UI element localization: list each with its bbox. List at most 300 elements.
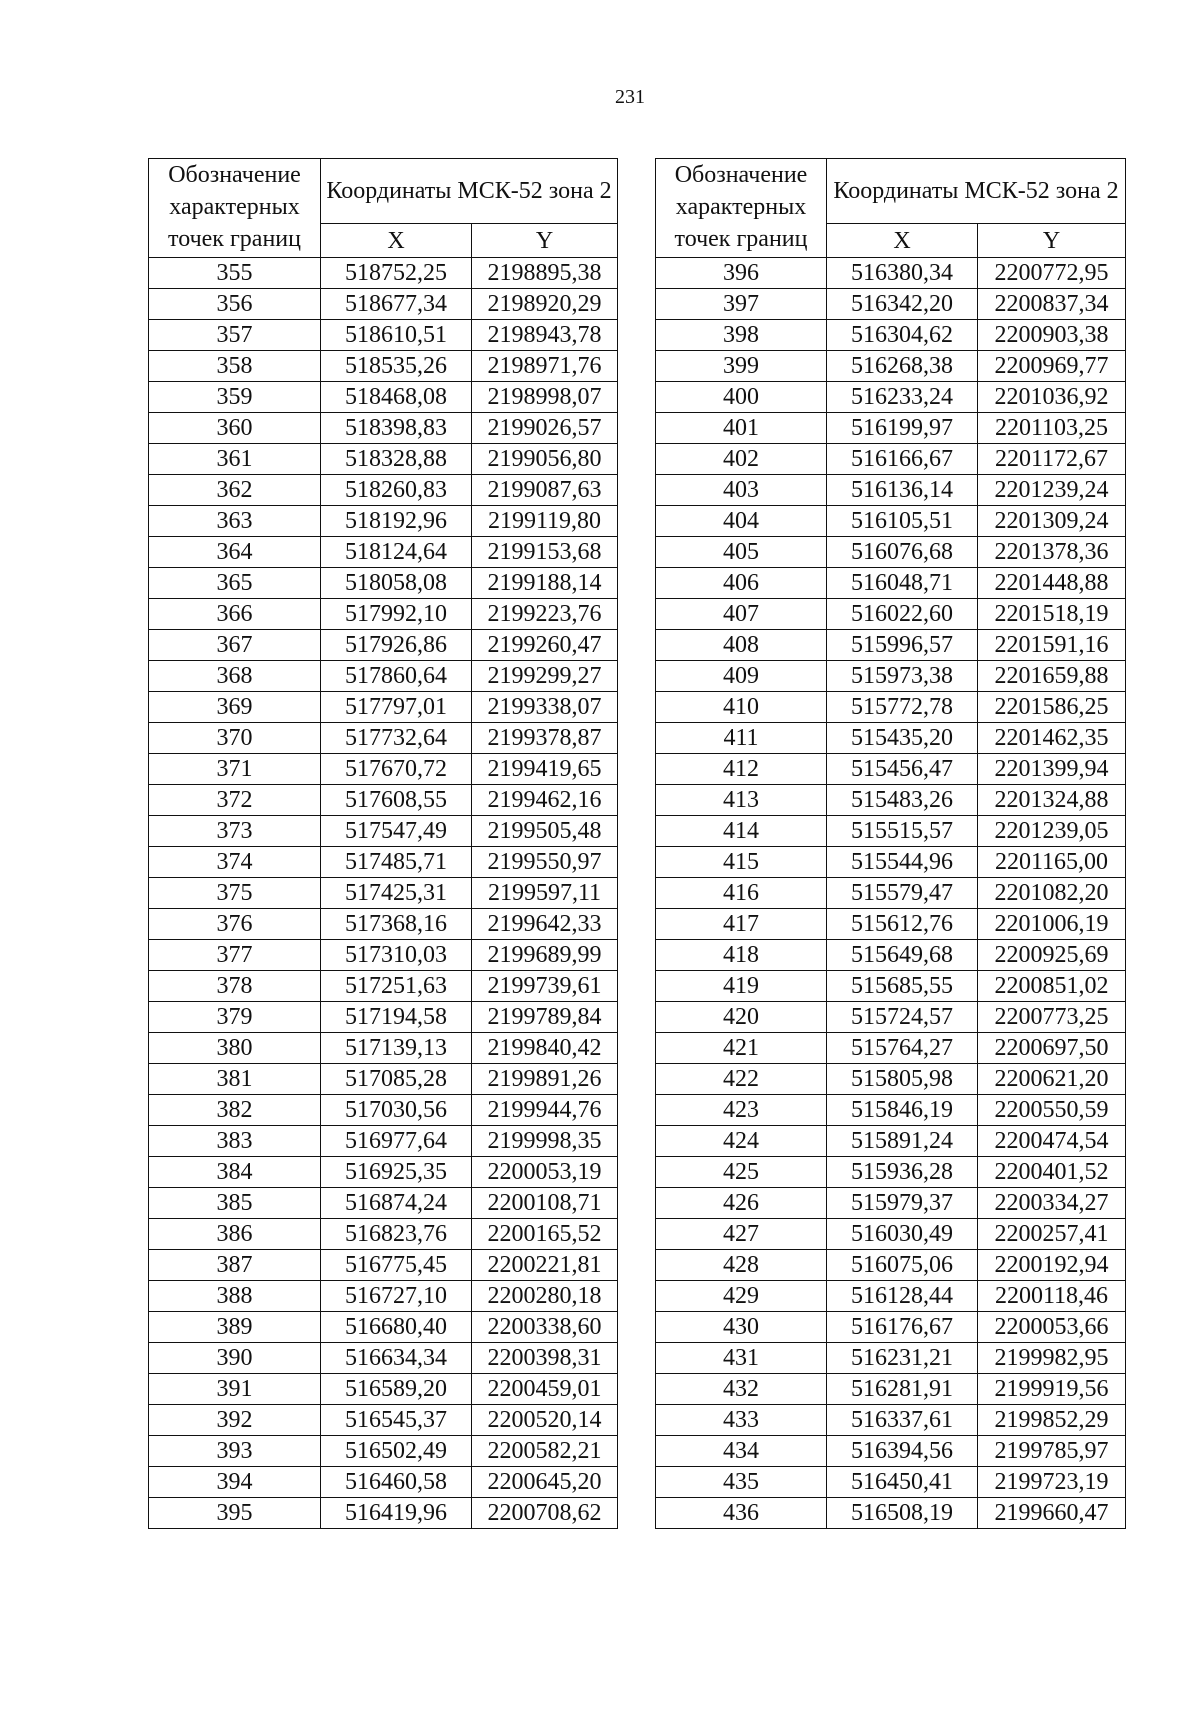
- y-coordinate-cell: 2200398,31: [472, 1343, 618, 1374]
- table-row: [149, 1436, 618, 1467]
- table-row: [149, 506, 618, 537]
- table-row: [656, 289, 1126, 320]
- y-coordinate-cell: 2199982,95: [978, 1343, 1126, 1374]
- x-coordinate-cell: 516030,49: [827, 1219, 978, 1250]
- x-coordinate-cell: 517732,64: [321, 723, 472, 754]
- y-coordinate-cell: 2200708,62: [472, 1498, 618, 1529]
- point-number-cell: 429: [656, 1281, 827, 1312]
- y-coordinate-cell: 2201239,24: [978, 475, 1126, 506]
- y-coordinate-cell: 2199723,19: [978, 1467, 1126, 1498]
- table-row: [149, 816, 618, 847]
- table-row: [656, 351, 1126, 382]
- y-coordinate-cell: 2201036,92: [978, 382, 1126, 413]
- y-coordinate-cell: 2201309,24: [978, 506, 1126, 537]
- table-row: [149, 723, 618, 754]
- y-coordinate-cell: 2199840,42: [472, 1033, 618, 1064]
- point-number-cell: 421: [656, 1033, 827, 1064]
- y-coordinate-cell: 2199505,48: [472, 816, 618, 847]
- y-coordinate-cell: 2200053,66: [978, 1312, 1126, 1343]
- x-coordinate-cell: 517139,13: [321, 1033, 472, 1064]
- x-coordinate-cell: 516589,20: [321, 1374, 472, 1405]
- table-row: [149, 1126, 618, 1157]
- x-coordinate-cell: 516105,51: [827, 506, 978, 537]
- point-number-cell: 400: [656, 382, 827, 413]
- y-coordinate-cell: 2199056,80: [472, 444, 618, 475]
- x-coordinate-cell: 516199,97: [827, 413, 978, 444]
- y-coordinate-cell: 2201518,19: [978, 599, 1126, 630]
- y-coordinate-cell: 2200165,52: [472, 1219, 618, 1250]
- point-number-cell: 434: [656, 1436, 827, 1467]
- y-coordinate-cell: 2201399,94: [978, 754, 1126, 785]
- x-coordinate-cell: 516545,37: [321, 1405, 472, 1436]
- point-number-cell: 401: [656, 413, 827, 444]
- table-row: [149, 258, 618, 289]
- x-coordinate-cell: 517485,71: [321, 847, 472, 878]
- point-number-cell: 355: [149, 258, 321, 289]
- table-row: [656, 1374, 1126, 1405]
- x-coordinate-cell: 515579,47: [827, 878, 978, 909]
- point-number-cell: 417: [656, 909, 827, 940]
- y-coordinate-cell: 2201591,16: [978, 630, 1126, 661]
- table-row: [149, 1002, 618, 1033]
- table-row: [656, 413, 1126, 444]
- y-coordinate-cell: 2200697,50: [978, 1033, 1126, 1064]
- table-row: [656, 909, 1126, 940]
- point-number-cell: 369: [149, 692, 321, 723]
- table-body: [149, 258, 618, 1529]
- table-row: [656, 1064, 1126, 1095]
- point-number-cell: 409: [656, 661, 827, 692]
- x-coordinate-cell: 518610,51: [321, 320, 472, 351]
- table-row: [656, 1126, 1126, 1157]
- x-coordinate-cell: 515772,78: [827, 692, 978, 723]
- y-coordinate-cell: 2201378,36: [978, 537, 1126, 568]
- x-coordinate-cell: 516268,38: [827, 351, 978, 382]
- y-coordinate-cell: 2199378,87: [472, 723, 618, 754]
- table-row: [656, 1343, 1126, 1374]
- y-coordinate-cell: 2199087,63: [472, 475, 618, 506]
- y-coordinate-cell: 2201165,00: [978, 847, 1126, 878]
- x-coordinate-cell: 517310,03: [321, 940, 472, 971]
- x-coordinate-cell: 517608,55: [321, 785, 472, 816]
- y-coordinate-cell: 2200903,38: [978, 320, 1126, 351]
- table-row: [656, 537, 1126, 568]
- x-coordinate-cell: 516680,40: [321, 1312, 472, 1343]
- x-coordinate-cell: 516502,49: [321, 1436, 472, 1467]
- point-number-cell: 388: [149, 1281, 321, 1312]
- point-number-cell: 392: [149, 1405, 321, 1436]
- y-coordinate-cell: 2199026,57: [472, 413, 618, 444]
- table-row: [656, 475, 1126, 506]
- x-coordinate-cell: 515936,28: [827, 1157, 978, 1188]
- point-number-cell: 359: [149, 382, 321, 413]
- point-number-cell: 427: [656, 1219, 827, 1250]
- x-coordinate-cell: 515979,37: [827, 1188, 978, 1219]
- table-row: [149, 351, 618, 382]
- y-coordinate-cell: 2200108,71: [472, 1188, 618, 1219]
- point-number-cell: 366: [149, 599, 321, 630]
- x-coordinate-cell: 517926,86: [321, 630, 472, 661]
- point-number-cell: 415: [656, 847, 827, 878]
- table-row: [656, 599, 1126, 630]
- point-number-cell: 367: [149, 630, 321, 661]
- table-row: [656, 1405, 1126, 1436]
- point-number-cell: 402: [656, 444, 827, 475]
- table-row: [149, 1250, 618, 1281]
- table-row: [149, 630, 618, 661]
- x-coordinate-cell: 518328,88: [321, 444, 472, 475]
- table-row: [149, 1281, 618, 1312]
- y-coordinate-cell: 2200459,01: [472, 1374, 618, 1405]
- table-row: [656, 754, 1126, 785]
- x-coordinate-cell: 516634,34: [321, 1343, 472, 1374]
- point-number-cell: 410: [656, 692, 827, 723]
- table-row: [149, 568, 618, 599]
- point-number-cell: 386: [149, 1219, 321, 1250]
- coords-label-header: Координаты МСК-52 зона 2: [321, 159, 618, 224]
- y-coordinate-cell: 2200334,27: [978, 1188, 1126, 1219]
- point-number-cell: 384: [149, 1157, 321, 1188]
- x-coordinate-cell: 517860,64: [321, 661, 472, 692]
- y-coordinate-cell: 2200474,54: [978, 1126, 1126, 1157]
- x-coordinate-cell: 516342,20: [827, 289, 978, 320]
- table-row: [656, 661, 1126, 692]
- x-coordinate-cell: 516048,71: [827, 568, 978, 599]
- y-coordinate-cell: 2199338,07: [472, 692, 618, 723]
- x-coordinate-cell: 518535,26: [321, 351, 472, 382]
- y-column-header: Y: [472, 224, 618, 258]
- y-column-header: Y: [978, 224, 1126, 258]
- point-number-cell: 375: [149, 878, 321, 909]
- table-row: [149, 1219, 618, 1250]
- table-row: [656, 971, 1126, 1002]
- point-number-cell: 360: [149, 413, 321, 444]
- table-row: [149, 1033, 618, 1064]
- point-number-cell: 416: [656, 878, 827, 909]
- point-number-cell: 357: [149, 320, 321, 351]
- point-number-cell: 387: [149, 1250, 321, 1281]
- y-coordinate-cell: 2200773,25: [978, 1002, 1126, 1033]
- point-number-cell: 382: [149, 1095, 321, 1126]
- point-number-cell: 356: [149, 289, 321, 320]
- point-number-cell: 426: [656, 1188, 827, 1219]
- point-number-cell: 380: [149, 1033, 321, 1064]
- y-coordinate-cell: 2200621,20: [978, 1064, 1126, 1095]
- y-coordinate-cell: 2200192,94: [978, 1250, 1126, 1281]
- y-coordinate-cell: 2200257,41: [978, 1219, 1126, 1250]
- point-number-cell: 411: [656, 723, 827, 754]
- x-coordinate-cell: 516281,91: [827, 1374, 978, 1405]
- point-number-cell: 390: [149, 1343, 321, 1374]
- y-coordinate-cell: 2199119,80: [472, 506, 618, 537]
- y-coordinate-cell: 2199642,33: [472, 909, 618, 940]
- table-row: [656, 1095, 1126, 1126]
- point-number-cell: 365: [149, 568, 321, 599]
- x-coordinate-cell: 516508,19: [827, 1498, 978, 1529]
- point-number-cell: 436: [656, 1498, 827, 1529]
- y-coordinate-cell: 2198971,76: [472, 351, 618, 382]
- table-row: [149, 847, 618, 878]
- table-row: [656, 878, 1126, 909]
- x-coordinate-cell: 515515,57: [827, 816, 978, 847]
- point-number-cell: 412: [656, 754, 827, 785]
- y-coordinate-cell: 2199550,97: [472, 847, 618, 878]
- y-coordinate-cell: 2199188,14: [472, 568, 618, 599]
- table-row: [149, 692, 618, 723]
- x-coordinate-cell: 517085,28: [321, 1064, 472, 1095]
- x-coordinate-cell: 518398,83: [321, 413, 472, 444]
- point-number-cell: 371: [149, 754, 321, 785]
- point-number-cell: 430: [656, 1312, 827, 1343]
- y-coordinate-cell: 2201239,05: [978, 816, 1126, 847]
- y-coordinate-cell: 2200837,34: [978, 289, 1126, 320]
- point-number-cell: 420: [656, 1002, 827, 1033]
- y-coordinate-cell: 2200851,02: [978, 971, 1126, 1002]
- y-coordinate-cell: 2199789,84: [472, 1002, 618, 1033]
- table-row: [656, 1312, 1126, 1343]
- x-coordinate-cell: 516419,96: [321, 1498, 472, 1529]
- table-row: [149, 1188, 618, 1219]
- point-number-cell: 385: [149, 1188, 321, 1219]
- table-row: [656, 320, 1126, 351]
- y-coordinate-cell: 2201082,20: [978, 878, 1126, 909]
- y-coordinate-cell: 2201448,88: [978, 568, 1126, 599]
- table-row: [656, 444, 1126, 475]
- y-coordinate-cell: 2200582,21: [472, 1436, 618, 1467]
- table-row: [149, 382, 618, 413]
- y-coordinate-cell: 2201586,25: [978, 692, 1126, 723]
- x-coordinate-cell: 516977,64: [321, 1126, 472, 1157]
- y-coordinate-cell: 2199462,16: [472, 785, 618, 816]
- point-number-cell: 414: [656, 816, 827, 847]
- x-coordinate-cell: 517547,49: [321, 816, 472, 847]
- x-coordinate-cell: 516304,62: [827, 320, 978, 351]
- y-coordinate-cell: 2200053,19: [472, 1157, 618, 1188]
- point-number-cell: 423: [656, 1095, 827, 1126]
- point-number-cell: 391: [149, 1374, 321, 1405]
- y-coordinate-cell: 2199852,29: [978, 1405, 1126, 1436]
- x-coordinate-cell: 516823,76: [321, 1219, 472, 1250]
- x-coordinate-cell: 516337,61: [827, 1405, 978, 1436]
- y-coordinate-cell: 2199660,47: [978, 1498, 1126, 1529]
- point-number-cell: 398: [656, 320, 827, 351]
- y-coordinate-cell: 2199998,35: [472, 1126, 618, 1157]
- x-coordinate-cell: 517194,58: [321, 1002, 472, 1033]
- table-row: [149, 1312, 618, 1343]
- y-coordinate-cell: 2199153,68: [472, 537, 618, 568]
- y-coordinate-cell: 2199785,97: [978, 1436, 1126, 1467]
- x-coordinate-cell: 516166,67: [827, 444, 978, 475]
- table-row: [656, 692, 1126, 723]
- table-row: [149, 878, 618, 909]
- x-column-header: X: [321, 224, 472, 258]
- x-coordinate-cell: 515891,24: [827, 1126, 978, 1157]
- point-number-cell: 413: [656, 785, 827, 816]
- x-coordinate-cell: 516075,06: [827, 1250, 978, 1281]
- point-number-cell: 383: [149, 1126, 321, 1157]
- x-coordinate-cell: 515435,20: [827, 723, 978, 754]
- x-coordinate-cell: 515456,47: [827, 754, 978, 785]
- y-coordinate-cell: 2200520,14: [472, 1405, 618, 1436]
- point-number-cell: 397: [656, 289, 827, 320]
- point-number-cell: 373: [149, 816, 321, 847]
- point-number-cell: 376: [149, 909, 321, 940]
- x-coordinate-cell: 517992,10: [321, 599, 472, 630]
- x-coordinate-cell: 515544,96: [827, 847, 978, 878]
- y-coordinate-cell: 2200401,52: [978, 1157, 1126, 1188]
- x-coordinate-cell: 515996,57: [827, 630, 978, 661]
- table-row: [656, 1250, 1126, 1281]
- x-coordinate-cell: 515805,98: [827, 1064, 978, 1095]
- x-coordinate-cell: 518124,64: [321, 537, 472, 568]
- y-coordinate-cell: 2201324,88: [978, 785, 1126, 816]
- y-coordinate-cell: 2201103,25: [978, 413, 1126, 444]
- x-coordinate-cell: 515612,76: [827, 909, 978, 940]
- table-row: [656, 785, 1126, 816]
- point-number-cell: 428: [656, 1250, 827, 1281]
- y-coordinate-cell: 2199223,76: [472, 599, 618, 630]
- x-coordinate-cell: 516925,35: [321, 1157, 472, 1188]
- point-number-cell: 432: [656, 1374, 827, 1405]
- point-number-cell: 407: [656, 599, 827, 630]
- page-number: 231: [615, 86, 645, 108]
- point-number-cell: 435: [656, 1467, 827, 1498]
- table-row: [656, 1188, 1126, 1219]
- table-row: [149, 1064, 618, 1095]
- table-row: [656, 1157, 1126, 1188]
- x-coordinate-cell: 516775,45: [321, 1250, 472, 1281]
- x-coordinate-cell: 516233,24: [827, 382, 978, 413]
- x-coordinate-cell: 516380,34: [827, 258, 978, 289]
- table-row: [656, 1467, 1126, 1498]
- y-coordinate-cell: 2200772,95: [978, 258, 1126, 289]
- y-coordinate-cell: 2199891,26: [472, 1064, 618, 1095]
- point-number-cell: 362: [149, 475, 321, 506]
- x-coordinate-cell: 518260,83: [321, 475, 472, 506]
- table-row: [149, 475, 618, 506]
- table-row: [149, 537, 618, 568]
- point-number-cell: 363: [149, 506, 321, 537]
- y-coordinate-cell: 2199944,76: [472, 1095, 618, 1126]
- y-coordinate-cell: 2201659,88: [978, 661, 1126, 692]
- table-row: [656, 1498, 1126, 1529]
- table-row: [149, 1405, 618, 1436]
- x-coordinate-cell: 517670,72: [321, 754, 472, 785]
- x-coordinate-cell: 517425,31: [321, 878, 472, 909]
- x-coordinate-cell: 516022,60: [827, 599, 978, 630]
- x-coordinate-cell: 515846,19: [827, 1095, 978, 1126]
- x-coordinate-cell: 515483,26: [827, 785, 978, 816]
- table-row: [149, 413, 618, 444]
- x-coordinate-cell: 518752,25: [321, 258, 472, 289]
- y-coordinate-cell: 2201462,35: [978, 723, 1126, 754]
- point-label-header: Обозначение характерных точек границ: [149, 159, 321, 258]
- y-coordinate-cell: 2200645,20: [472, 1467, 618, 1498]
- point-number-cell: 408: [656, 630, 827, 661]
- point-label-header: Обозначение характерных точек границ: [656, 159, 827, 258]
- y-coordinate-cell: 2198943,78: [472, 320, 618, 351]
- coordinates-table-right: [655, 158, 1126, 1529]
- table-row: [149, 909, 618, 940]
- y-coordinate-cell: 2199419,65: [472, 754, 618, 785]
- table-row: [656, 506, 1126, 537]
- point-number-cell: 364: [149, 537, 321, 568]
- point-number-cell: 379: [149, 1002, 321, 1033]
- point-number-cell: 374: [149, 847, 321, 878]
- x-coordinate-cell: 516076,68: [827, 537, 978, 568]
- table-row: [149, 940, 618, 971]
- table-row: [149, 1343, 618, 1374]
- table-row: [656, 1281, 1126, 1312]
- y-coordinate-cell: 2198895,38: [472, 258, 618, 289]
- point-number-cell: 393: [149, 1436, 321, 1467]
- x-coordinate-cell: 515649,68: [827, 940, 978, 971]
- y-coordinate-cell: 2199597,11: [472, 878, 618, 909]
- point-number-cell: 396: [656, 258, 827, 289]
- x-coordinate-cell: 517368,16: [321, 909, 472, 940]
- y-coordinate-cell: 2200118,46: [978, 1281, 1126, 1312]
- x-coordinate-cell: 516231,21: [827, 1343, 978, 1374]
- table-row: [656, 568, 1126, 599]
- point-number-cell: 422: [656, 1064, 827, 1095]
- y-coordinate-cell: 2199919,56: [978, 1374, 1126, 1405]
- table-row: [149, 785, 618, 816]
- table-row: [149, 661, 618, 692]
- x-coordinate-cell: 516450,41: [827, 1467, 978, 1498]
- table-row: [656, 816, 1126, 847]
- y-coordinate-cell: 2200280,18: [472, 1281, 618, 1312]
- coordinates-table-left: [148, 158, 618, 1529]
- point-number-cell: 431: [656, 1343, 827, 1374]
- table-row: [656, 1436, 1126, 1467]
- y-coordinate-cell: 2198998,07: [472, 382, 618, 413]
- point-number-cell: 405: [656, 537, 827, 568]
- point-number-cell: 377: [149, 940, 321, 971]
- y-coordinate-cell: 2199739,61: [472, 971, 618, 1002]
- table-row: [656, 258, 1126, 289]
- point-number-cell: 433: [656, 1405, 827, 1436]
- y-coordinate-cell: 2200925,69: [978, 940, 1126, 971]
- table-row: [656, 1219, 1126, 1250]
- table-row: [149, 1498, 618, 1529]
- table-row: [656, 1002, 1126, 1033]
- y-coordinate-cell: 2198920,29: [472, 289, 618, 320]
- table-row: [149, 1467, 618, 1498]
- point-number-cell: 372: [149, 785, 321, 816]
- y-coordinate-cell: 2199689,99: [472, 940, 618, 971]
- x-coordinate-cell: 516176,67: [827, 1312, 978, 1343]
- y-coordinate-cell: 2201172,67: [978, 444, 1126, 475]
- coords-label-header: Координаты МСК-52 зона 2: [827, 159, 1126, 224]
- table-row: [149, 444, 618, 475]
- point-number-cell: 394: [149, 1467, 321, 1498]
- point-number-cell: 378: [149, 971, 321, 1002]
- table-row: [149, 971, 618, 1002]
- point-number-cell: 418: [656, 940, 827, 971]
- table-row: [149, 1157, 618, 1188]
- x-coordinate-cell: 515973,38: [827, 661, 978, 692]
- point-number-cell: 425: [656, 1157, 827, 1188]
- table-row: [149, 320, 618, 351]
- x-column-header: X: [827, 224, 978, 258]
- y-coordinate-cell: 2200221,81: [472, 1250, 618, 1281]
- y-coordinate-cell: 2200338,60: [472, 1312, 618, 1343]
- y-coordinate-cell: 2199299,27: [472, 661, 618, 692]
- table-row: [149, 754, 618, 785]
- point-number-cell: 399: [656, 351, 827, 382]
- point-number-cell: 361: [149, 444, 321, 475]
- y-coordinate-cell: 2201006,19: [978, 909, 1126, 940]
